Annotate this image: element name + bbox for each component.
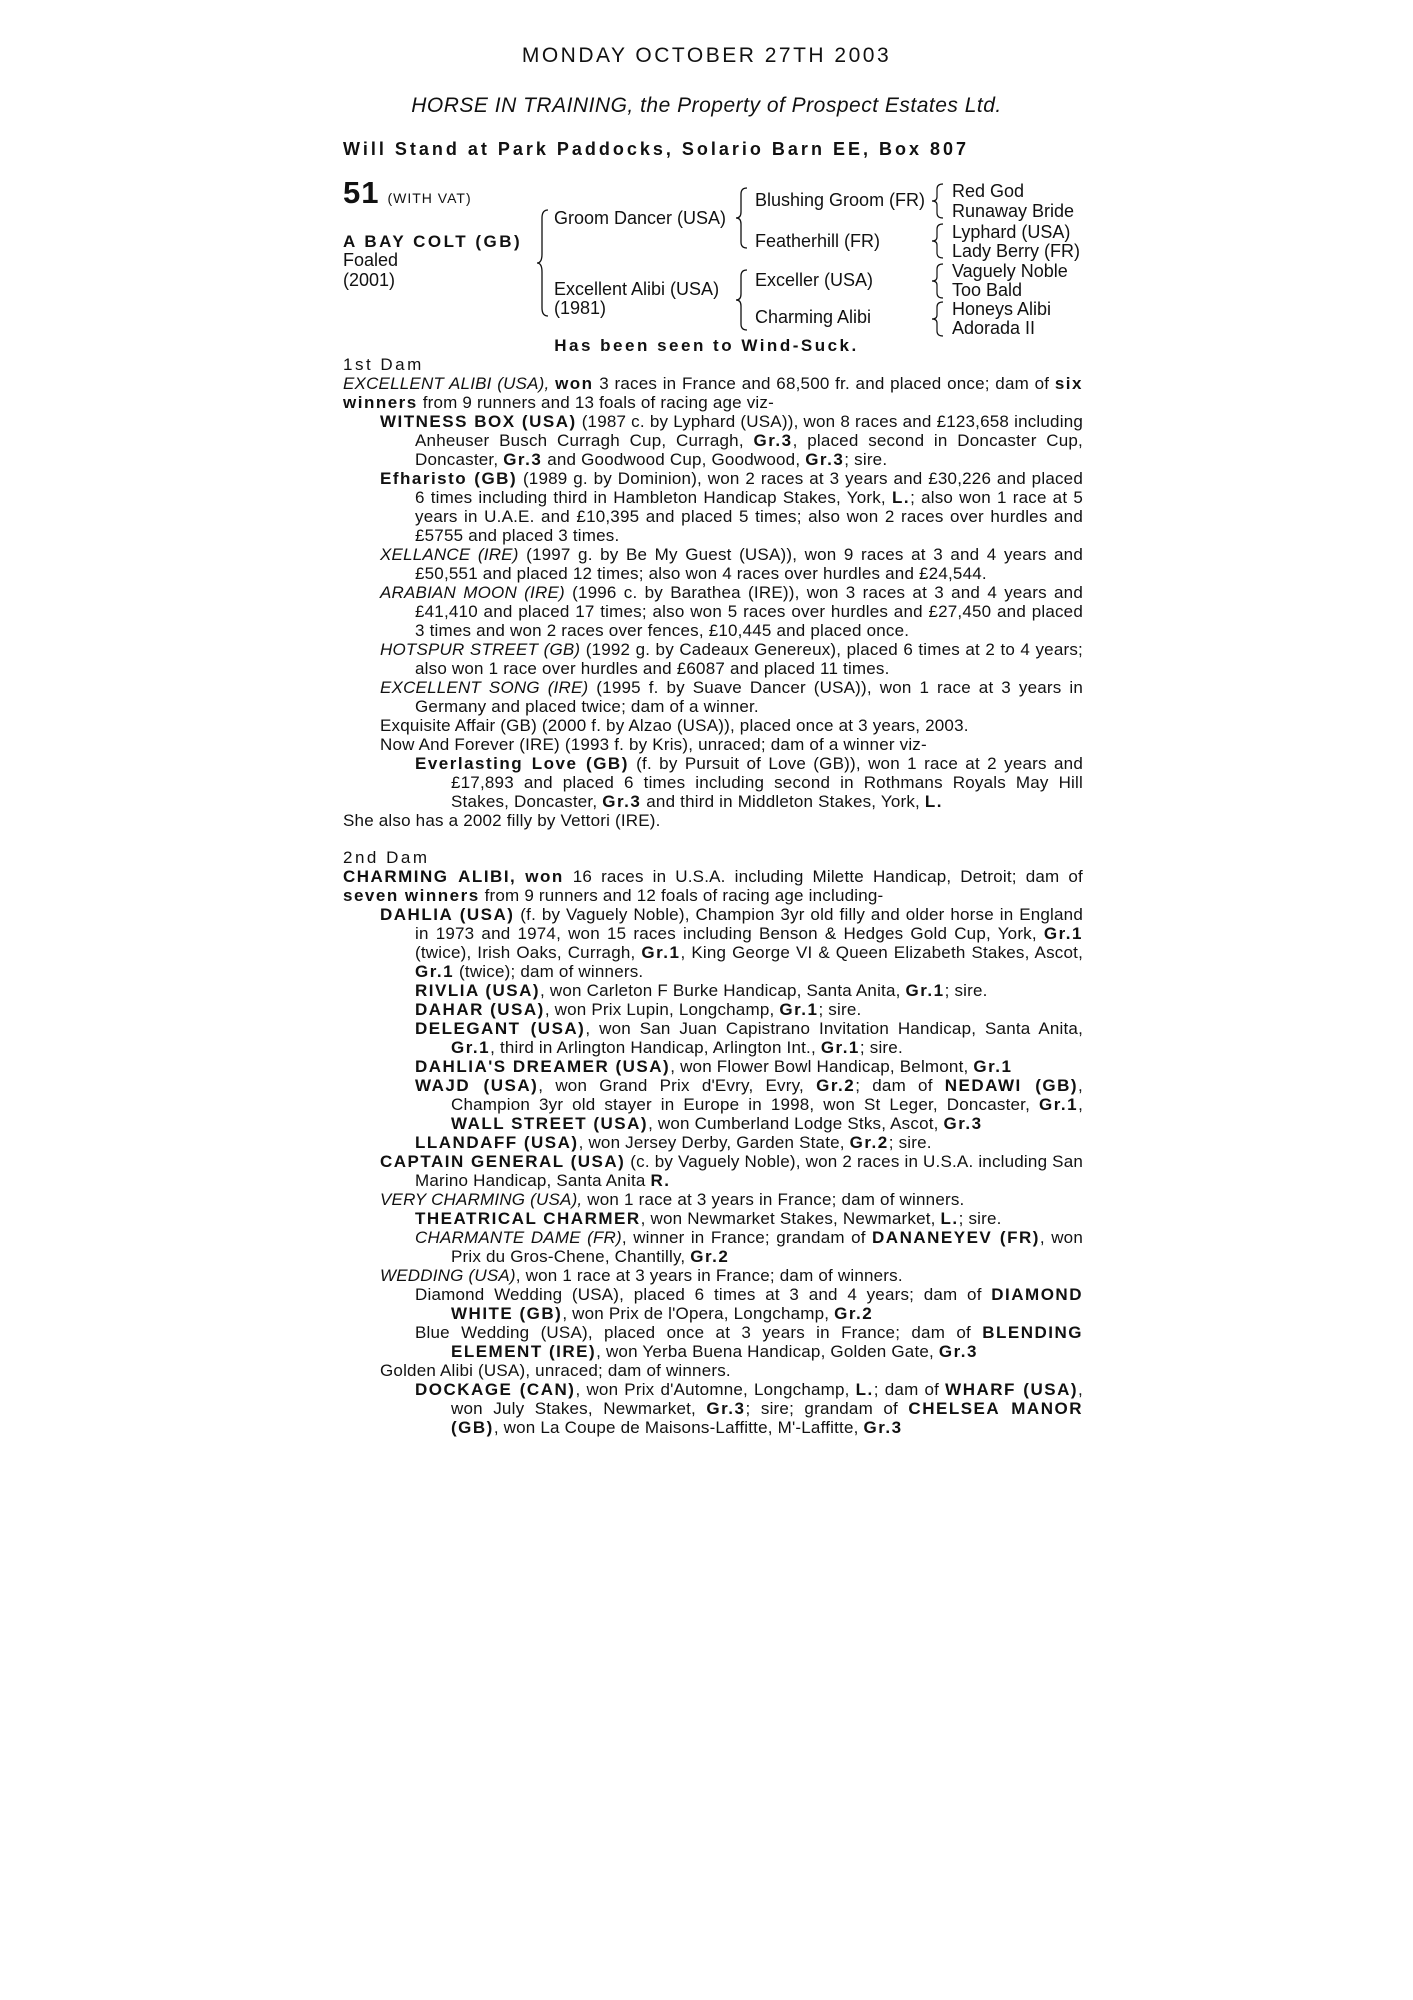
- first-dam-name: EXCELLENT ALIBI (USA),: [343, 374, 550, 393]
- produce-llandaff: LLANDAFF (USA), won Jersey Derby, Garden State, Gr.2; sire.: [415, 1133, 932, 1152]
- foaled-year: (2001): [343, 270, 396, 290]
- wind-suck-note: Has been seen to Wind-Suck.: [554, 336, 859, 355]
- produce-exquisite-affair: Exquisite Affair (GB) (2000 f. by Alzao (USA)), placed once at 3 years, 2003.: [380, 716, 969, 735]
- foaled-label: Foaled: [343, 250, 399, 270]
- first-dam-summary: EXCELLENT ALIBI (USA), won 3 races in France and 68,500 fr. and placed once; dam of six winners from 9 runners and 13 foals of racing age viz-: [343, 374, 1083, 412]
- produce-golden-alibi: Golden Alibi (USA), unraced; dam of winners.: [380, 1361, 731, 1380]
- pedigree-brace-main: [536, 208, 550, 318]
- produce-very-charming: VERY CHARMING (USA), won 1 race at 3 years in France; dam of winners.: [380, 1190, 965, 1209]
- produce-everlasting-love: Everlasting Love (GB) (f. by Pursuit of Love (GB)), won 1 race at 2 years and £17,893 and placed 6 times including second in Rothmans Royals May Hill Stakes, Doncaster, Gr.3 and third in Middleton Stakes, York, L.: [415, 754, 1083, 811]
- lot-number: 51: [343, 175, 380, 210]
- ancestor-dsd: Too Bald: [952, 280, 1023, 300]
- lot-description: A BAY COLT (GB): [343, 232, 523, 251]
- produce-dockage: DOCKAGE (CAN), won Prix d'Automne, Longchamp, L.; dam of WHARF (USA), won July Stakes, Newmarket, Gr.3; sire; grandam of CHELSEA MANOR (GB), won La Coupe de Maisons-Laffitte, M'-Laffitte, Gr.3: [415, 1380, 1083, 1437]
- sale-date: MONDAY OCTOBER 27TH 2003: [521, 44, 892, 67]
- produce-charmante-dame: CHARMANTE DAME (FR), winner in France; grandam of DANANEYEV (FR), won Prix du Gros-Chene, Chantilly, Gr.2: [415, 1228, 1083, 1266]
- produce-delegant: DELEGANT (USA), won San Juan Capistrano Invitation Handicap, Santa Anita, Gr.1, third in Arlington Handicap, Arlington Int., Gr.1; sire.: [415, 1019, 1083, 1057]
- produce-arabian-moon: ARABIAN MOON (IRE) (1996 c. by Barathea (IRE)), won 3 races at 3 and 4 years and £41,410 and placed 17 times; also won 5 races over hurdles and £27,450 and placed 3 times and won 2 races over fences, £10,445 and placed once.: [380, 583, 1083, 640]
- produce-rivlia: RIVLIA (USA), won Carleton F Burke Handicap, Santa Anita, Gr.1; sire.: [415, 981, 988, 1000]
- pedigree-brace-dd: [931, 300, 945, 338]
- pedigree-brace-ds: [931, 262, 945, 300]
- vat-label: (WITH VAT): [387, 190, 472, 206]
- first-dam-section: [343, 355, 1083, 1437]
- pedigree-brace-dam: [735, 268, 749, 332]
- dam-dam: Charming Alibi: [755, 307, 872, 327]
- produce-theatrical-charmer: THEATRICAL CHARMER, won Newmarket Stakes, Newmarket, L.; sire.: [415, 1209, 1002, 1228]
- sire-dam: Featherhill (FR): [755, 231, 881, 251]
- first-dam-heading: 1st Dam: [343, 355, 424, 374]
- produce-blue-wedding: Blue Wedding (USA), placed once at 3 years in France; dam of BLENDING ELEMENT (IRE), won Yerba Buena Handicap, Golden Gate, Gr.3: [415, 1323, 1083, 1361]
- ancestor-dss: Vaguely Noble: [952, 261, 1068, 281]
- also-has-filly: She also has a 2002 filly by Vettori (IRE).: [343, 811, 661, 830]
- produce-dahar: DAHAR (USA), won Prix Lupin, Longchamp, Gr.1; sire.: [415, 1000, 862, 1019]
- sire-sire: Blushing Groom (FR): [755, 190, 926, 210]
- produce-diamond-wedding: Diamond Wedding (USA), placed 6 times at 3 and 4 years; dam of DIAMOND WHITE (GB), won Prix de l'Opera, Longchamp, Gr.2: [415, 1285, 1083, 1323]
- ancestor-ddd: Adorada II: [952, 318, 1036, 338]
- produce-efharisto: Efharisto (GB) (1989 g. by Dominion), won 2 races at 3 years and £30,226 and placed 6 times including third in Hambleton Handicap Stakes, York, L.; also won 1 race at 5 years in U.A.E. and £10,395 and placed 5 times; also won 2 races over hurdles and £5755 and placed 3 times.: [380, 469, 1083, 545]
- sire-name: Groom Dancer (USA): [554, 208, 727, 228]
- pedigree-brace-ss: [931, 182, 945, 220]
- produce-wedding: WEDDING (USA), won 1 race at 3 years in France; dam of winners.: [380, 1266, 903, 1285]
- ancestor-sdd: Lady Berry (FR): [952, 241, 1081, 261]
- standing-location: Will Stand at Park Paddocks, Solario Barn EE, Box 807: [343, 139, 969, 159]
- property-line: HORSE IN TRAINING, the Property of Prospect Estates Ltd.: [411, 94, 1002, 117]
- second-dam-heading: 2nd Dam: [343, 848, 430, 867]
- lot-number-line: [343, 175, 472, 210]
- ancestor-sss: Red God: [952, 181, 1025, 201]
- pedigree-brace-sire: [735, 186, 749, 250]
- second-dam-summary: CHARMING ALIBI, won 16 races in U.S.A. including Milette Handicap, Detroit; dam of seven winners from 9 runners and 12 foals of racing age including-: [343, 867, 1083, 905]
- produce-wajd: WAJD (USA), won Grand Prix d'Evry, Evry, Gr.2; dam of NEDAWI (GB), Champion 3yr old stayer in Europe in 1998, won St Leger, Doncaster, Gr.1, WALL STREET (USA), won Cumberland Lodge Stks, Ascot, Gr.3: [415, 1076, 1083, 1133]
- dam-year: (1981): [554, 298, 607, 318]
- produce-dahlia: DAHLIA (USA) (f. by Vaguely Noble), Champion 3yr old filly and older horse in England in 1973 and 1974, won 15 races including Benson & Hedges Gold Cup, York, Gr.1 (twice), Irish Oaks, Curragh, Gr.1, King George VI & Queen Elizabeth Stakes, Ascot, Gr.1 (twice); dam of winners.: [380, 905, 1083, 981]
- produce-witness-box: WITNESS BOX (USA) (1987 c. by Lyphard (USA)), won 8 races and £123,658 including Anheuser Busch Curragh Cup, Curragh, Gr.3, placed second in Doncaster Cup, Doncaster, Gr.3 and Goodwood Cup, Goodwood, Gr.3; sire.: [380, 412, 1083, 469]
- ancestor-sds: Lyphard (USA): [952, 222, 1071, 242]
- produce-now-and-forever: Now And Forever (IRE) (1993 f. by Kris), unraced; dam of a winner viz-: [380, 735, 927, 754]
- produce-xellance: XELLANCE (IRE) (1997 g. by Be My Guest (USA)), won 9 races at 3 and 4 years and £50,551 and placed 12 times; also won 4 races over hurdles and £24,544.: [380, 545, 1083, 583]
- ancestor-dds: Honeys Alibi: [952, 299, 1052, 319]
- produce-hotspur-street: HOTSPUR STREET (GB) (1992 g. by Cadeaux Genereux), placed 6 times at 2 to 4 years; also won 1 race over hurdles and £6087 and placed 11 times.: [380, 640, 1083, 678]
- produce-captain-general: CAPTAIN GENERAL (USA) (c. by Vaguely Noble), won 2 races in U.S.A. including San Marino Handicap, Santa Anita R.: [380, 1152, 1084, 1190]
- produce-excellent-song: EXCELLENT SONG (IRE) (1995 f. by Suave Dancer (USA)), won 1 race at 3 years in Germany and placed twice; dam of a winner.: [380, 678, 1083, 716]
- produce-dahlias-dreamer: DAHLIA'S DREAMER (USA), won Flower Bowl Handicap, Belmont, Gr.1: [415, 1057, 1013, 1076]
- second-dam-name: CHARMING ALIBI,: [343, 867, 517, 886]
- ancestor-ssd: Runaway Bride: [952, 201, 1075, 221]
- pedigree-brace-sd: [931, 222, 945, 260]
- dam-name: Excellent Alibi (USA): [554, 279, 720, 299]
- dam-sire: Exceller (USA): [755, 270, 874, 290]
